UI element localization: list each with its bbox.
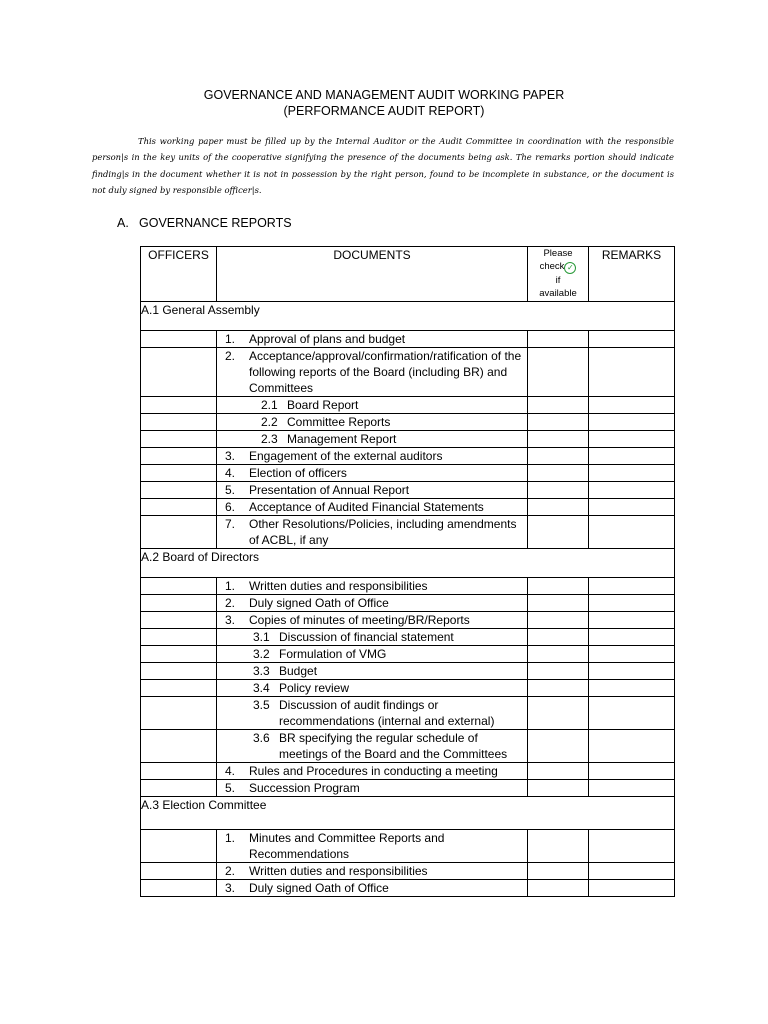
remarks-cell[interactable] (589, 863, 675, 880)
table-row: 1. Written duties and responsibilities (141, 578, 675, 595)
check-cell[interactable] (528, 780, 589, 797)
remarks-cell[interactable] (589, 880, 675, 897)
remarks-cell[interactable] (589, 595, 675, 612)
table-row: 3.6 BR specifying the regular schedule of meetings of the Board and the Committees (141, 730, 675, 763)
table-row: 2. Acceptance/approval/confirmation/ratification of the following reports of the Board (including BR) and Committees (141, 348, 675, 397)
table-row: 2.2 Committee Reports (141, 414, 675, 431)
table-row: 6. Acceptance of Audited Financial Statements (141, 499, 675, 516)
remarks-cell[interactable] (589, 348, 675, 397)
check-cell[interactable] (528, 348, 589, 397)
remarks-cell[interactable] (589, 578, 675, 595)
table-row: 2.1 Board Report (141, 397, 675, 414)
header-documents: DOCUMENTS (217, 247, 528, 302)
header-remarks: REMARKS (589, 247, 675, 302)
table-row: 3. Engagement of the external auditors (141, 448, 675, 465)
remarks-cell[interactable] (589, 830, 675, 863)
check-line3: if (555, 275, 561, 286)
remarks-cell[interactable] (589, 397, 675, 414)
check-cell[interactable] (528, 578, 589, 595)
table-row: 3.3 Budget (141, 663, 675, 680)
section-letter: A. (117, 216, 129, 230)
check-circle-icon: ✓ (564, 262, 576, 274)
check-cell[interactable] (528, 595, 589, 612)
document-subtitle: (PERFORMANCE AUDIT REPORT) (283, 104, 485, 118)
table-row: 5. Presentation of Annual Report (141, 482, 675, 499)
remarks-cell[interactable] (589, 663, 675, 680)
table-row: 3. Copies of minutes of meeting/BR/Reports (141, 612, 675, 629)
check-cell[interactable] (528, 830, 589, 863)
remarks-cell[interactable] (589, 431, 675, 448)
section-row-a3: A.3 Election Committee (141, 797, 675, 830)
table-row: 2. Written duties and responsibilities (141, 863, 675, 880)
check-line2: check (539, 261, 565, 272)
check-cell[interactable] (528, 431, 589, 448)
check-cell[interactable] (528, 465, 589, 482)
header-check (528, 247, 589, 302)
remarks-cell[interactable] (589, 516, 675, 549)
table-row: 3.1 Discussion of financial statement (141, 629, 675, 646)
table-row: 3. Duly signed Oath of Office (141, 880, 675, 897)
remarks-cell[interactable] (589, 680, 675, 697)
check-line4: available (539, 288, 577, 299)
table-header-row (141, 247, 675, 302)
remarks-cell[interactable] (589, 646, 675, 663)
check-cell[interactable] (528, 863, 589, 880)
document-title: GOVERNANCE AND MANAGEMENT AUDIT WORKING PAPER (203, 88, 565, 102)
check-cell[interactable] (528, 880, 589, 897)
section-row-a2: A.2 Board of Directors (141, 549, 675, 578)
table-row: 7. Other Resolutions/Policies, including amendments of ACBL, if any (141, 516, 675, 549)
check-cell[interactable] (528, 499, 589, 516)
remarks-cell[interactable] (589, 730, 675, 763)
table-row: 3.5 Discussion of audit findings or recommendations (internal and external) (141, 697, 675, 730)
check-line1: Please (543, 248, 573, 259)
check-cell[interactable] (528, 397, 589, 414)
governance-reports-table (140, 246, 675, 897)
remarks-cell[interactable] (589, 331, 675, 348)
table-row: 2. Duly signed Oath of Office (141, 595, 675, 612)
remarks-cell[interactable] (589, 482, 675, 499)
check-cell[interactable] (528, 763, 589, 780)
remarks-cell[interactable] (589, 465, 675, 482)
remarks-cell[interactable] (589, 763, 675, 780)
check-cell[interactable] (528, 646, 589, 663)
remarks-cell[interactable] (589, 612, 675, 629)
check-cell[interactable] (528, 414, 589, 431)
check-cell[interactable] (528, 629, 589, 646)
table-row: 3.4 Policy review (141, 680, 675, 697)
check-cell[interactable] (528, 516, 589, 549)
remarks-cell[interactable] (589, 448, 675, 465)
check-cell[interactable] (528, 697, 589, 730)
check-cell[interactable] (528, 730, 589, 763)
table-row: 4. Election of officers (141, 465, 675, 482)
check-cell[interactable] (528, 680, 589, 697)
header-officers: OFFICERS (141, 247, 217, 302)
check-cell[interactable] (528, 331, 589, 348)
table-row: 5. Succession Program (141, 780, 675, 797)
section-heading (117, 216, 292, 230)
check-cell[interactable] (528, 612, 589, 629)
check-cell[interactable] (528, 448, 589, 465)
remarks-cell[interactable] (589, 499, 675, 516)
intro-paragraph: This working paper must be filled up by the Internal Auditor or the Audit Committee in coordination with the responsible person|s in the key units of the cooperative signifying the presence of the documents being ask. The remarks portion should indicate finding|s in the document whether it is not in possession by the right person, found to be incomplete in substance, or the document is not duly signed by responsible officer|s. (92, 136, 674, 196)
remarks-cell[interactable] (589, 697, 675, 730)
table-row: 2.3 Management Report (141, 431, 675, 448)
table-row: 1. Minutes and Committee Reports and Recommendations (141, 830, 675, 863)
table-row: 3.2 Formulation of VMG (141, 646, 675, 663)
check-cell[interactable] (528, 482, 589, 499)
section-title: GOVERNANCE REPORTS (139, 216, 292, 230)
check-cell[interactable] (528, 663, 589, 680)
table-row: 1. Approval of plans and budget (141, 331, 675, 348)
remarks-cell[interactable] (589, 629, 675, 646)
remarks-cell[interactable] (589, 780, 675, 797)
remarks-cell[interactable] (589, 414, 675, 431)
table-row: 4. Rules and Procedures in conducting a meeting (141, 763, 675, 780)
section-row-a1: A.1 General Assembly (141, 302, 675, 331)
